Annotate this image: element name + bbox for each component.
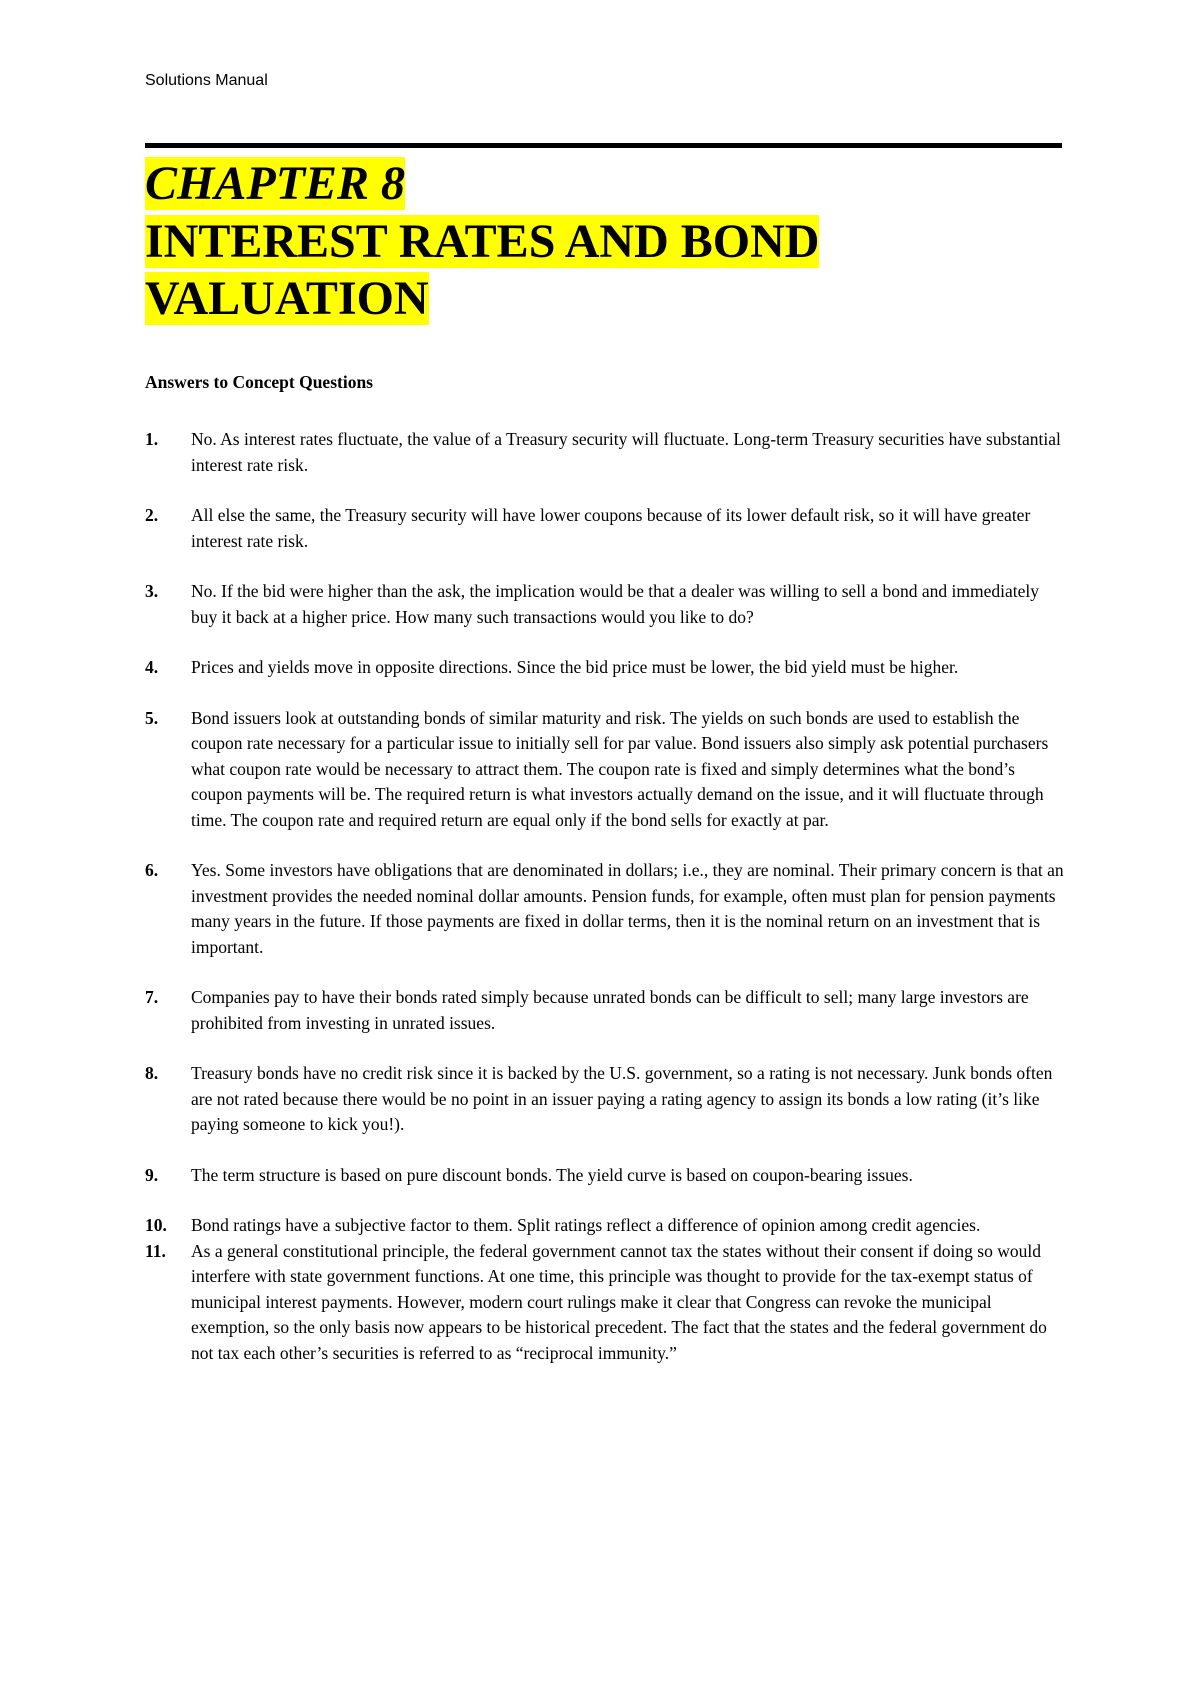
answer-item (145, 427, 1065, 478)
answer-item (145, 858, 1065, 960)
answer-number: 8. (145, 1063, 159, 1083)
answer-number: 3. (145, 581, 159, 601)
answer-text: Yes. Some investors have obligations that are denominated in dollars; i.e., they are nominal. Their primary concern is that an investment provides the needed nominal dollar amounts. Pension funds, for example, often must plan for pension payments many years in the future. If those payments are fixed in dollar terms, then it is the nominal return on an investment that is important. (191, 860, 1064, 957)
answer-item (145, 503, 1065, 554)
section-heading: Answers to Concept Questions (145, 372, 373, 392)
answer-text: Bond ratings have a subjective factor to them. Split ratings reflect a difference of opinion among credit agencies. (191, 1215, 981, 1235)
answer-item (145, 1213, 1065, 1239)
chapter-title (145, 155, 819, 328)
answer-text: No. If the bid were higher than the ask, the implication would be that a dealer was willing to sell a bond and immediately buy it back at a higher price. How many such transactions would you like to do? (191, 581, 1040, 627)
header-rule (145, 143, 1062, 148)
answer-item (145, 655, 1065, 681)
answer-text: No. As interest rates fluctuate, the value of a Treasury security will fluctuate. Long-term Treasury securities have substantial interest rate risk. (191, 429, 1061, 475)
chapter-title-line-1: INTEREST RATES AND BOND (145, 214, 820, 268)
answers-list (145, 427, 1065, 1366)
running-header: Solutions Manual (145, 72, 268, 89)
answer-number: 5. (145, 707, 159, 728)
answer-item (145, 985, 1065, 1036)
answer-text: Bond issuers look at outstanding bonds of similar maturity and risk. The yields on such bonds are used to establish the coupon rate necessary for a particular issue to initially sell for par value. Bond issuers also simply ask potential purchasers what coupon rate would be necessary to attract them. The coupon rate is fixed and simply determines what the bond’s coupon payments will be. The required return is what investors actually demand on the issue, and it will fluctuate through time. The coupon rate and required return are equal only if the bond sells for exactly at par. (191, 707, 1049, 830)
answer-number: 10. (145, 1215, 167, 1235)
chapter-number: CHAPTER 8 (145, 157, 406, 210)
chapter-title-line-2: VALUATION (145, 272, 429, 326)
answer-text: All else the same, the Treasury security will have lower coupons because of its lower default risk, so it will have greater interest rate risk. (191, 505, 1031, 551)
answer-item (145, 1061, 1065, 1138)
answer-number: 2. (145, 505, 159, 525)
answer-number: 11. (145, 1240, 166, 1261)
answer-item (145, 1163, 1065, 1189)
answer-number: 1. (145, 429, 159, 449)
answer-number: 6. (145, 860, 159, 880)
answer-text: The term structure is based on pure discount bonds. The yield curve is based on coupon-bearing issues. (191, 1164, 913, 1185)
answer-number: 7. (145, 987, 159, 1007)
answer-text: Prices and yields move in opposite directions. Since the bid price must be lower, the bid yield must be higher. (191, 657, 959, 677)
answer-item (145, 1239, 1065, 1367)
answer-text: Companies pay to have their bonds rated simply because unrated bonds can be difficult to sell; many large investors are prohibited from investing in unrated issues. (191, 987, 1029, 1033)
answer-item (145, 579, 1065, 630)
answer-number: 4. (145, 657, 159, 677)
answer-number: 9. (145, 1164, 159, 1185)
answer-item (145, 706, 1065, 834)
answer-text: As a general constitutional principle, the federal government cannot tax the states without their consent if doing so would interfere with state government functions. At one time, this principle was thought to provide for the tax-exempt status of municipal interest payments. However, modern court rulings make it clear that Congress can revoke the municipal exemption, so the only basis now appears to be historical precedent. The fact that the states and the federal government do not tax each other’s securities is referred to as “reciprocal immunity.” (191, 1240, 1047, 1363)
answer-text: Treasury bonds have no credit risk since it is backed by the U.S. government, so a rating is not necessary. Junk bonds often are not rated because there would be no point in an issuer paying a rating agency to assign its bonds a low rating (it’s like paying someone to kick you!). (191, 1063, 1053, 1134)
